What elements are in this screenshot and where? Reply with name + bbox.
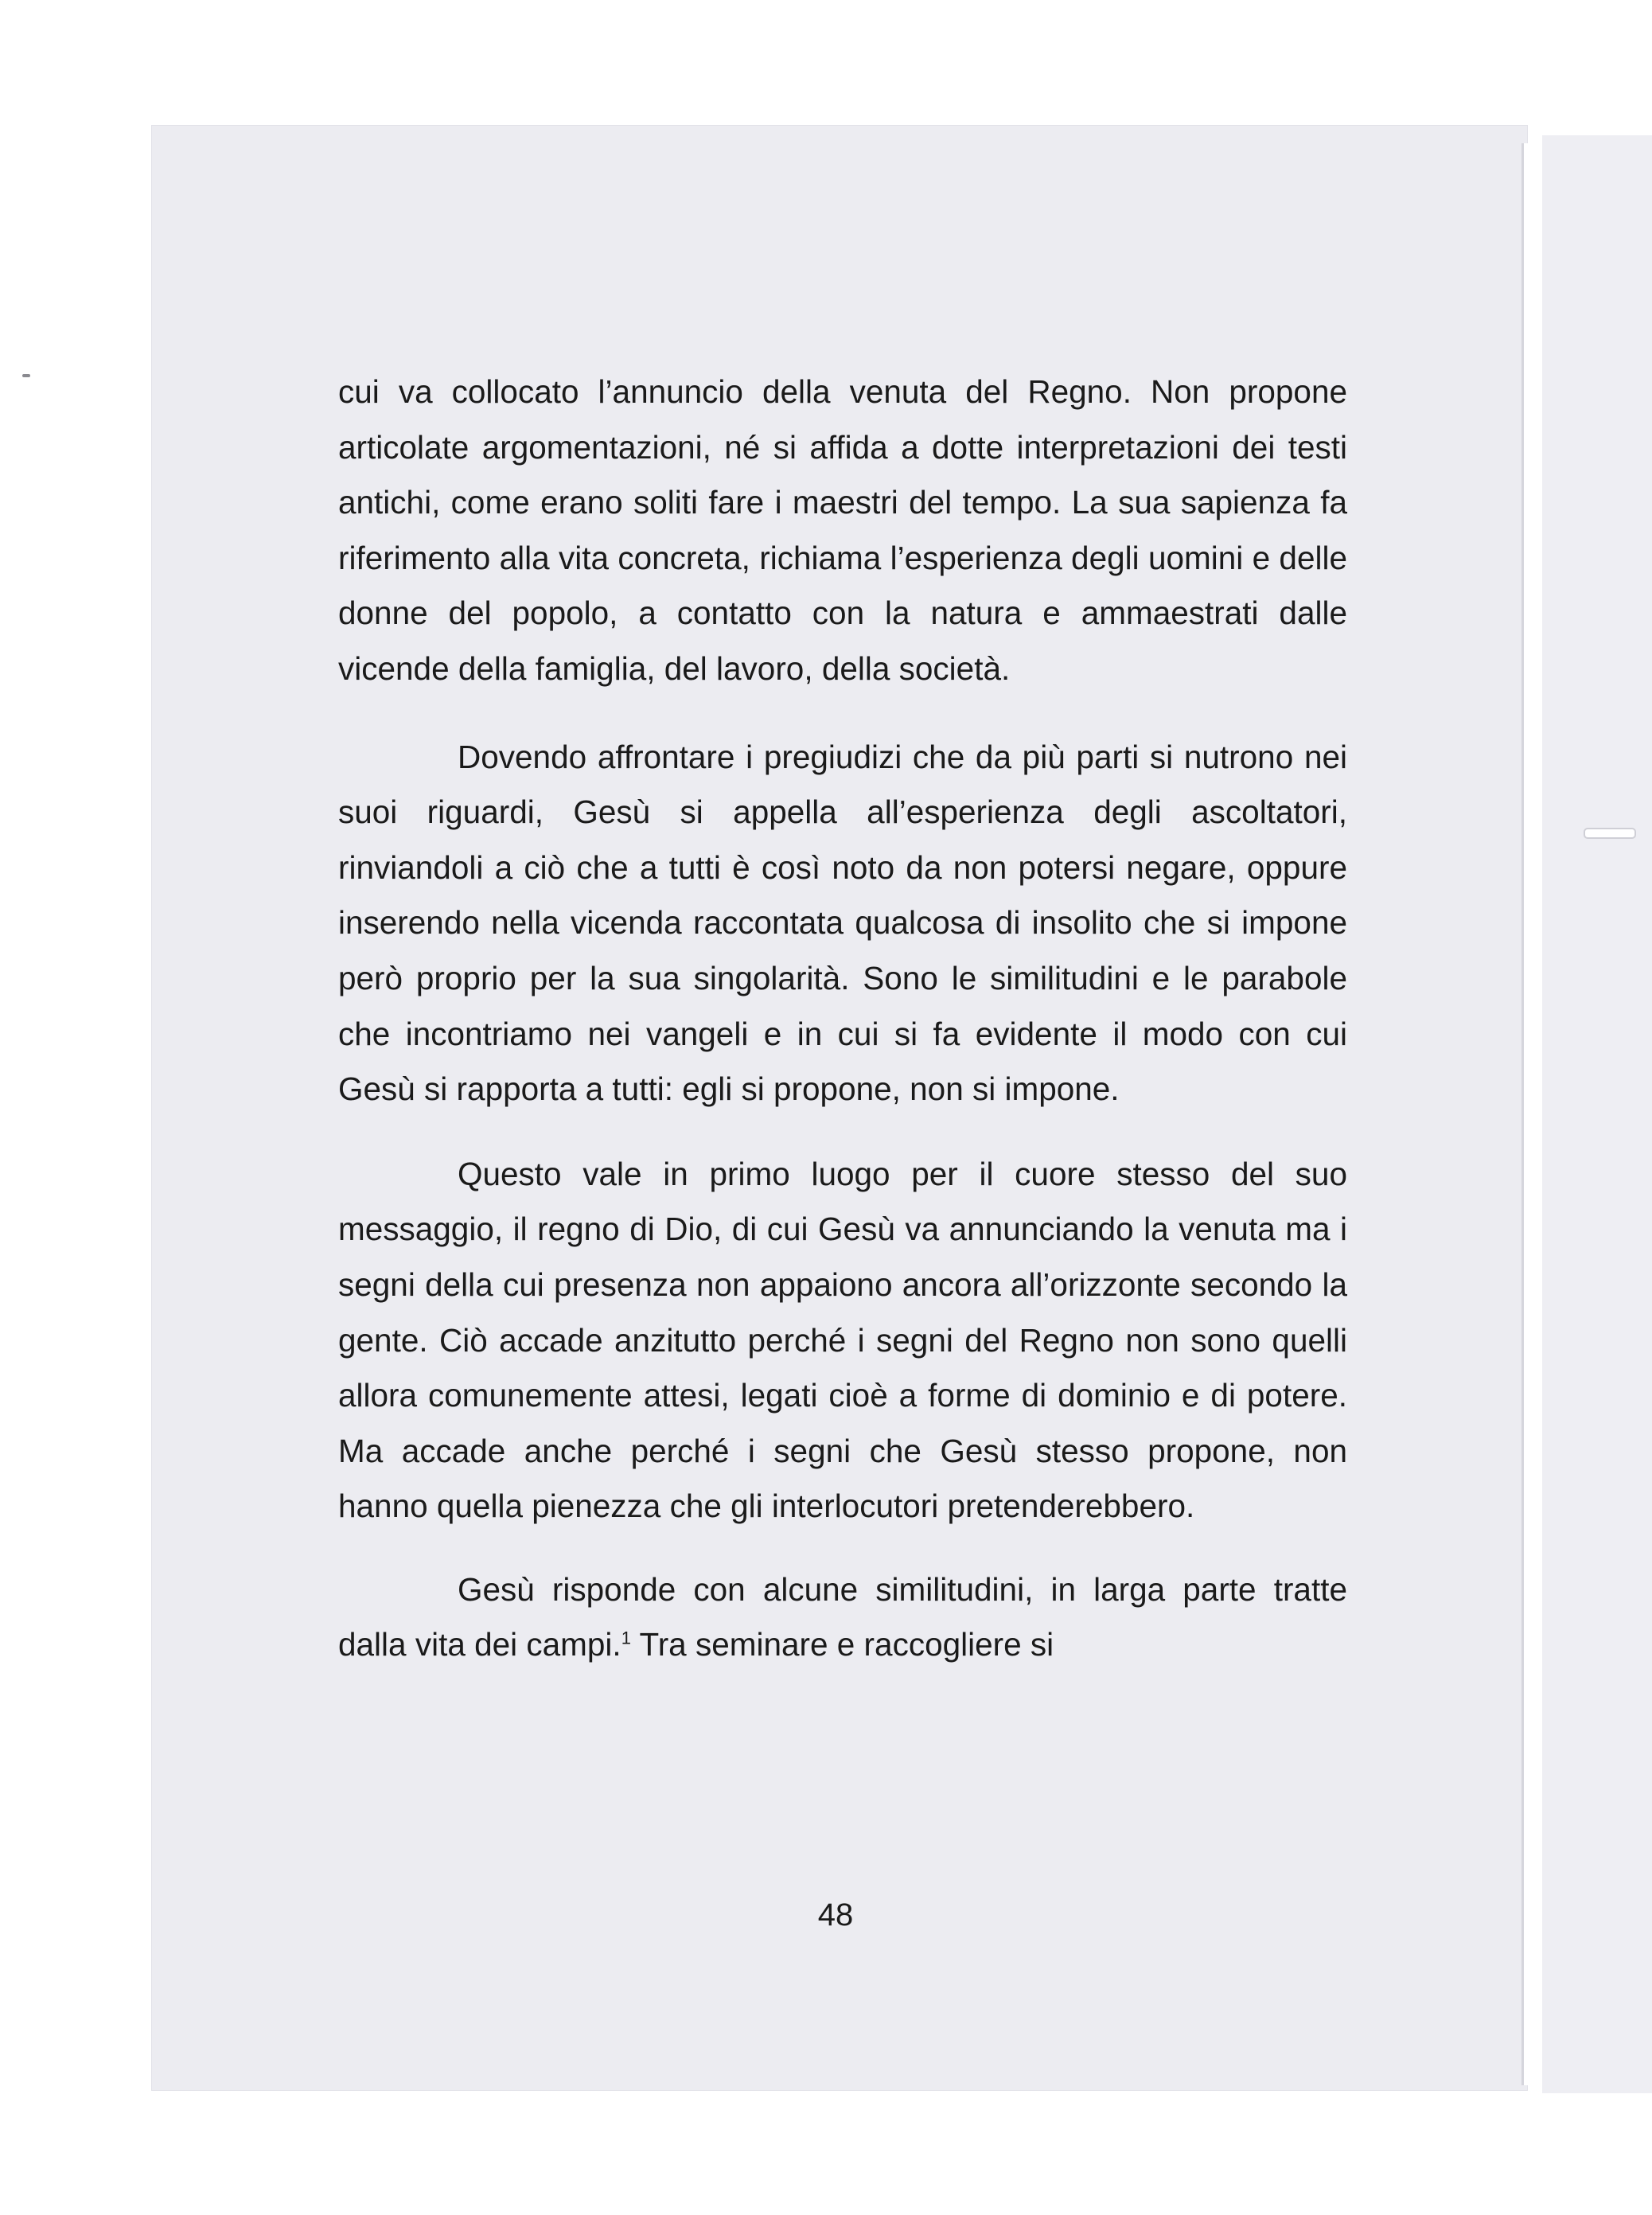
binding-clip [1584,828,1636,839]
paragraph-4-text-after: Tra seminare e raccogliere si [630,1626,1054,1663]
scan-speck [22,374,30,377]
adjacent-page [1542,135,1652,2093]
paragraph-4-text-before: Gesù risponde con alcune similitudini, in larga parte tratte dalla vita dei campi. [338,1570,1347,1663]
page-number: 48 [817,1897,854,1932]
paragraph-4 [338,1562,1347,1673]
paragraph-1: cui va collocato l’annuncio della venuta del Regno. Non propone articolate argomentazioni, né si affida a dotte interpretazioni dei testi antichi, come erano soliti fare i maestri del tempo. La sua sapienza fa riferimento alla vita concreta, richiama l’esperienza degli uomini e delle donne del popolo, a contatto con la natura e ammaestrati dalle vicende della famiglia, del lavoro, della società. [338,373,1347,687]
paragraph-3: Questo vale in primo luogo per il cuore stesso del suo messaggio, il regno di Dio, di cui Gesù va annunciando la venuta ma i segni della cui presenza non appaiono ancora all’orizzonte secondo la gente. Ciò accade anzitutto perché i segni del Regno non sono quelli allora comunemente attesi, legati cioè a forme di dominio e di potere. Ma accade anche perché i segni che Gesù stesso propone, non hanno quella pienezza che gli interlocutori pretenderebbero. [338,1155,1347,1525]
page-body-text [338,365,1347,1673]
footnote-reference[interactable]: 1 [621,1628,631,1648]
paragraph-2: Dovendo affrontare i pregiudizi che da più parti si nutrono nei suoi riguardi, Gesù si appella all’esperienza degli ascoltatori, rinviandoli a ciò che a tutti è così noto da non potersi negare, oppure inserendo nella vicenda raccontata qualcosa di insolito che si impone però proprio per la sua singolarità. Sono le similitudini e le parabole che incontriamo nei vangeli e in cui si fa evidente il modo con cui Gesù si rapporta a tutti: egli si propone, non si impone. [338,738,1347,1108]
